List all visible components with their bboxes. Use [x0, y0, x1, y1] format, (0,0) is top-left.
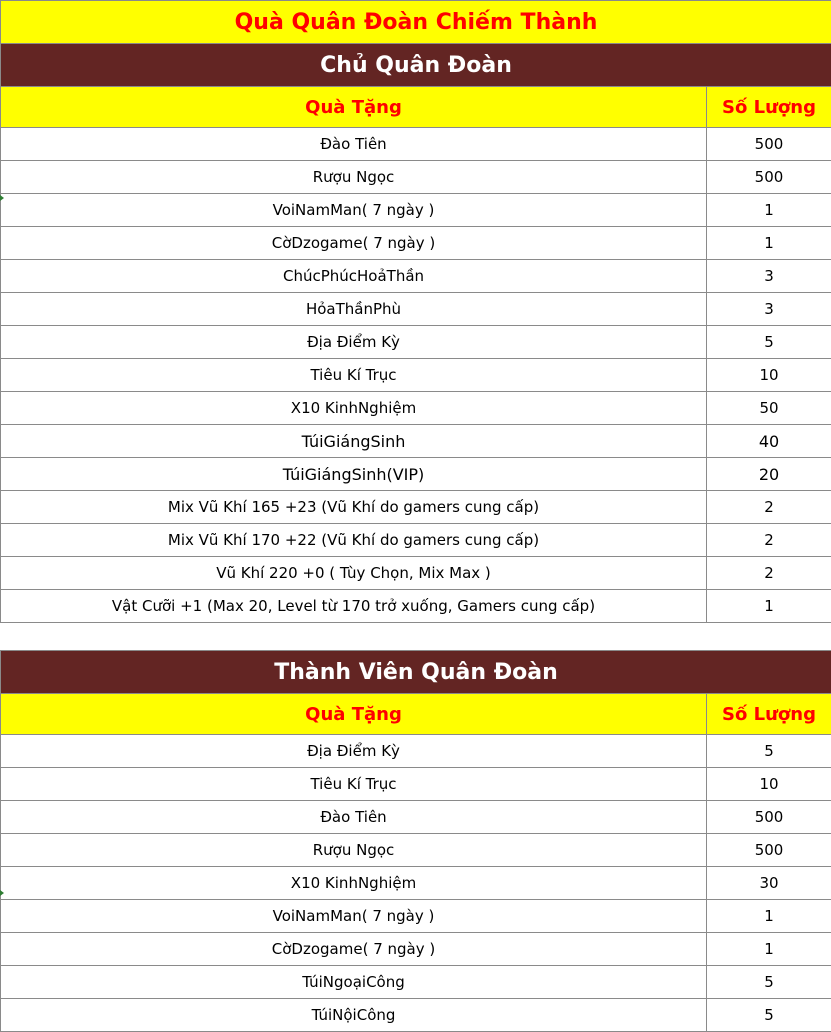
- title-row: [1, 1, 831, 44]
- gift-quantity-cell: 5: [707, 326, 831, 359]
- table-row: [1, 392, 831, 425]
- gift-quantity-cell: 500: [707, 128, 831, 161]
- table-row: [1, 491, 831, 524]
- gift-quantity-cell: 5: [707, 966, 831, 999]
- gift-name-cell: CờDzogame( 7 ngày ): [1, 933, 707, 966]
- gift-name-cell: X10 KinhNghiệm: [1, 867, 707, 900]
- gift-quantity-cell: 1: [707, 590, 831, 623]
- gift-quantity-cell: 5: [707, 735, 831, 768]
- quantity-column-header: Số Lượng: [707, 694, 831, 735]
- gift-quantity-cell: 2: [707, 524, 831, 557]
- section-row: [1, 44, 831, 87]
- gift-name-cell: VoiNamMan( 7 ngày ): [1, 194, 707, 227]
- gift-quantity-cell: 1: [707, 227, 831, 260]
- table-row: [1, 227, 831, 260]
- table-row: [1, 326, 831, 359]
- table-row: [1, 999, 831, 1032]
- table-row: [1, 359, 831, 392]
- gift-quantity-cell: 5: [707, 999, 831, 1032]
- table-row: [1, 867, 831, 900]
- table-row: [1, 293, 831, 326]
- page-title: Quà Quân Đoàn Chiếm Thành: [1, 1, 831, 44]
- gift-name-cell: Rượu Ngọc: [1, 161, 707, 194]
- gift-quantity-cell: 40: [707, 425, 831, 458]
- cell-comment-marker: [0, 195, 4, 201]
- gift-quantity-cell: 50: [707, 392, 831, 425]
- gift-quantity-cell: 3: [707, 260, 831, 293]
- table-row: [1, 933, 831, 966]
- gift-name-cell: ChúcPhúcHoảThần: [1, 260, 707, 293]
- table-row: [1, 557, 831, 590]
- gift-name-cell: X10 KinhNghiệm: [1, 392, 707, 425]
- quantity-column-header: Số Lượng: [707, 87, 831, 128]
- gift-quantity-cell: 1: [707, 194, 831, 227]
- gift-name-cell: Địa Điểm Kỳ: [1, 326, 707, 359]
- gift-column-header: Quà Tặng: [1, 694, 707, 735]
- gift-name-cell: Địa Điểm Kỳ: [1, 735, 707, 768]
- leader-section-title: Chủ Quân Đoàn: [1, 44, 831, 87]
- gift-quantity-cell: 10: [707, 359, 831, 392]
- gift-name-cell: Mix Vũ Khí 165 +23 (Vũ Khí do gamers cung cấp): [1, 491, 707, 524]
- gift-name-cell: Tiêu Kí Trục: [1, 359, 707, 392]
- gift-name-cell: Rượu Ngọc: [1, 834, 707, 867]
- gift-quantity-cell: 500: [707, 834, 831, 867]
- gift-quantity-cell: 3: [707, 293, 831, 326]
- gift-quantity-cell: 1: [707, 933, 831, 966]
- table-row: [1, 590, 831, 623]
- gift-name-cell: Đào Tiên: [1, 801, 707, 834]
- gift-name-cell: Tiêu Kí Trục: [1, 768, 707, 801]
- gift-name-cell: CờDzogame( 7 ngày ): [1, 227, 707, 260]
- table-row: [1, 524, 831, 557]
- table-row: [1, 128, 831, 161]
- table-row: [1, 735, 831, 768]
- gift-quantity-cell: 10: [707, 768, 831, 801]
- table-row: [1, 260, 831, 293]
- gift-quantity-cell: 500: [707, 801, 831, 834]
- table-header-row: [1, 87, 831, 128]
- gift-name-cell: TúiGiángSinh: [1, 425, 707, 458]
- table-header-row: [1, 694, 831, 735]
- gift-name-cell: TúiGiángSinh(VIP): [1, 458, 707, 491]
- gift-quantity-cell: 20: [707, 458, 831, 491]
- member-section-title: Thành Viên Quân Đoàn: [1, 651, 831, 694]
- gift-name-cell: Vũ Khí 220 +0 ( Tùy Chọn, Mix Max ): [1, 557, 707, 590]
- gift-quantity-cell: 1: [707, 900, 831, 933]
- gift-name-cell: TúiNộiCông: [1, 999, 707, 1032]
- cell-comment-marker: [0, 890, 4, 896]
- gift-quantity-cell: 2: [707, 491, 831, 524]
- table-row: [1, 900, 831, 933]
- section-row: [1, 651, 831, 694]
- table-row: [1, 425, 831, 458]
- table-row: [1, 458, 831, 491]
- gift-name-cell: VoiNamMan( 7 ngày ): [1, 900, 707, 933]
- member-gift-table: [0, 650, 831, 1032]
- gift-name-cell: Đào Tiên: [1, 128, 707, 161]
- gift-column-header: Quà Tặng: [1, 87, 707, 128]
- gift-name-cell: Vật Cưỡi +1 (Max 20, Level từ 170 trở xuống, Gamers cung cấp): [1, 590, 707, 623]
- gift-name-cell: TúiNgoạiCông: [1, 966, 707, 999]
- table-row: [1, 966, 831, 999]
- gift-name-cell: Mix Vũ Khí 170 +22 (Vũ Khí do gamers cung cấp): [1, 524, 707, 557]
- gift-quantity-cell: 2: [707, 557, 831, 590]
- table-row: [1, 194, 831, 227]
- gift-name-cell: HỏaThầnPhù: [1, 293, 707, 326]
- table-row: [1, 161, 831, 194]
- gift-quantity-cell: 30: [707, 867, 831, 900]
- table-row: [1, 801, 831, 834]
- gift-quantity-cell: 500: [707, 161, 831, 194]
- table-row: [1, 768, 831, 801]
- table-row: [1, 834, 831, 867]
